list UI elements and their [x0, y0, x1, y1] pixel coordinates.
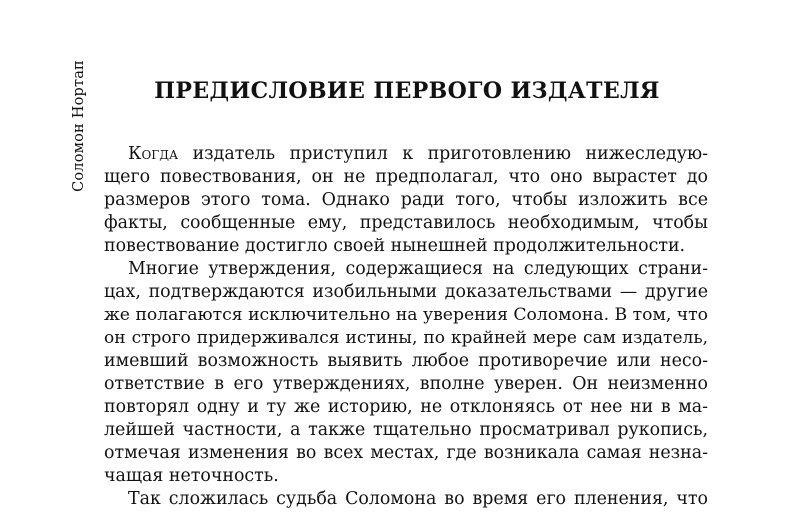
body-text: [104, 143, 708, 511]
paragraph-1-line-1-text: издатель приступил к приготовлению нижеследую-: [178, 144, 708, 164]
paragraph-2-line-1: Многие утверждения, содержащиеся на следующих страни-: [128, 259, 708, 279]
paragraph-1-line-3: размеров этого тома. Однако ради того, чтобы изложить все: [104, 190, 708, 210]
paragraph-2-line-6: ответствие в его утверждениях, вполне уверен. Он неизменно: [104, 374, 708, 394]
chapter-title: ПРЕДИСЛОВИЕ ПЕРВОГО ИЗДАТЕЛЯ: [154, 78, 660, 104]
paragraph-2-line-8: лейшей частности, а также тщательно просматривал рукопись,: [104, 420, 708, 440]
paragraph-1-line-4: факты, сообщенные ему, представилось необходимым, чтобы: [104, 213, 708, 233]
paragraph-1-line-1: [104, 143, 708, 166]
paragraph-2-line-5: имевший возможность выявить любое противоречие или несо-: [104, 351, 708, 371]
paragraph-1-lead-word: Когда: [128, 144, 179, 164]
paragraph-2-line-7: повторял одну и ту же историю, не отклоняясь от нее ни в ма-: [104, 397, 708, 417]
paragraph-2-line-9: отмечая изменения во всех местах, где возникала самая незна-: [104, 443, 708, 463]
paragraph-1-line-5: повествование достигло своей нынешней продолжительности.: [104, 236, 686, 256]
paragraph-2-line-2: цах, подтверждаются изобильными доказательствами — другие: [104, 282, 708, 302]
paragraph-2-line-4: он строго придерживался истины, по крайней мере сам издатель,: [104, 328, 708, 348]
paragraph-1-line-2: щего повествования, он не предполагал, что оно вырастет до: [104, 167, 708, 187]
running-head: Соломон Нортап: [71, 60, 87, 192]
paragraph-2-line-10: чащая неточность.: [104, 466, 279, 486]
paragraph-3-line-1: Так сложилась судьба Соломона во время его пленения, что: [128, 489, 708, 509]
paragraph-2-line-3: же полагаются исключительно на уверения Соломона. В том, что: [104, 305, 708, 325]
